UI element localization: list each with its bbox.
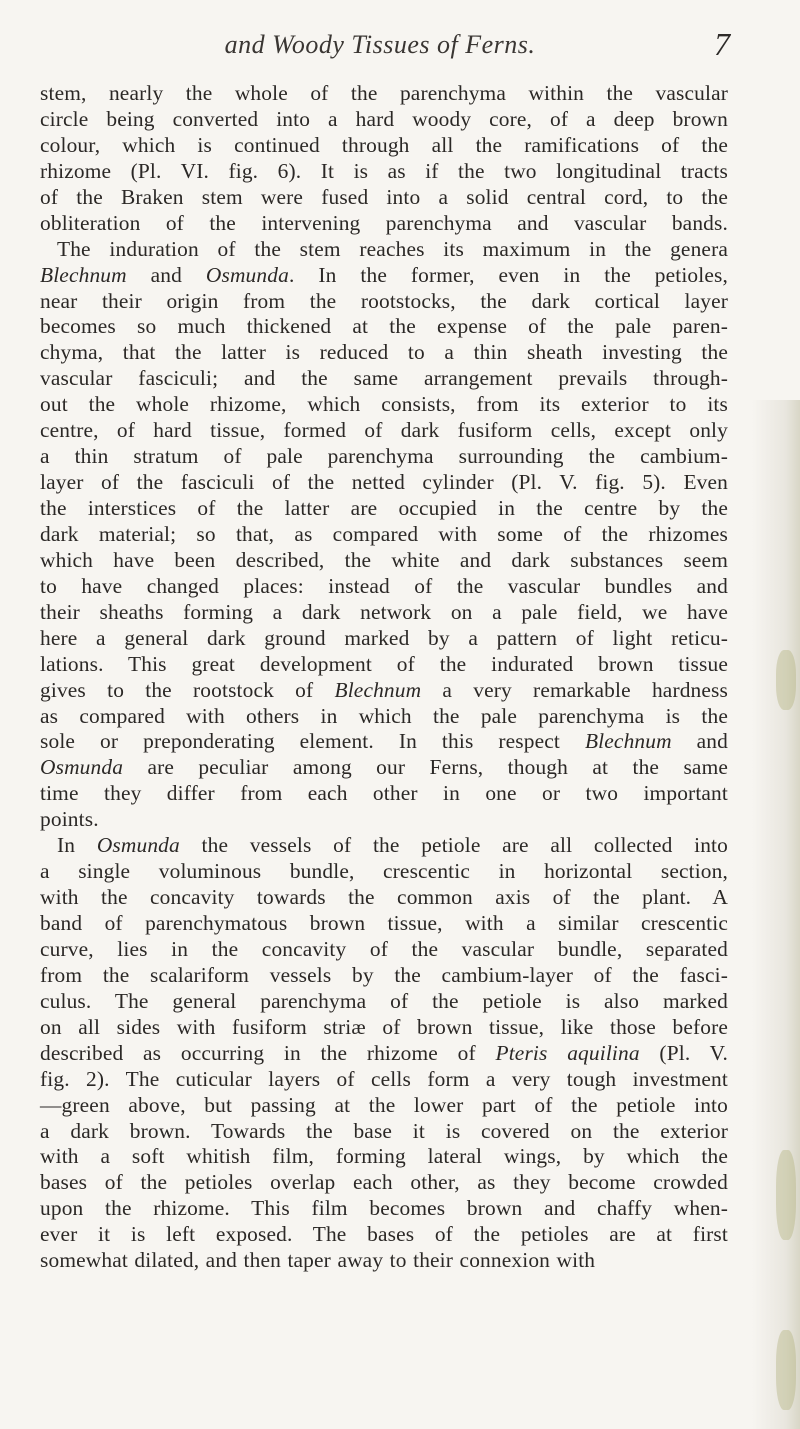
text-line: obliteration of the intervening parenchyma and vascular bands. xyxy=(40,210,728,235)
text-line: curve, lies in the concavity of the vascular bundle, separated xyxy=(40,936,728,961)
text-line: time they differ from each other in one or two important xyxy=(40,781,728,806)
text-line: lations. This great development of the indurated brown tissue xyxy=(40,651,728,676)
text-line: here a general dark ground marked by a pattern of light reticu- xyxy=(40,625,728,650)
text-line: culus. The general parenchyma of the petiole is also marked xyxy=(40,988,728,1013)
text-line: fig. 2). The cuticular layers of cells form a very tough investment xyxy=(40,1066,728,1091)
text-line: on all sides with fusiform striæ of brown tissue, like those before xyxy=(40,1014,728,1039)
text-line: —green above, but passing at the lower part of the petiole into xyxy=(40,1092,728,1117)
text-line: out the whole rhizome, which consists, from its exterior to its xyxy=(40,392,728,417)
text-line: described as occurring in the rhizome of Pteris aquilina (Pl. V. xyxy=(40,1040,729,1065)
text-line: layer of the fasciculi of the netted cylinder (Pl. V. fig. 5). Even xyxy=(40,470,728,495)
text-line: Blechnum and Osmunda. In the former, even in the petioles, xyxy=(40,262,728,287)
text-line: colour, which is continued through all the ramifications of the xyxy=(40,132,728,157)
text-line: somewhat dilated, and then taper away to their connexion with xyxy=(40,1248,596,1273)
text-line: a dark brown. Towards the base it is covered on the exterior xyxy=(40,1118,728,1143)
text-line: becomes so much thickened at the expense of the pale paren- xyxy=(40,314,728,339)
text-line: centre, of hard tissue, formed of dark fusiform cells, except only xyxy=(40,418,728,443)
text-line: points. xyxy=(40,807,99,832)
text-line: vascular fasciculi; and the same arrangement prevails through- xyxy=(40,366,728,391)
text-line: sole or preponderating element. In this respect Blechnum and xyxy=(40,729,728,754)
text-line: of the Braken stem were fused into a solid central cord, to the xyxy=(40,184,728,209)
text-line: with the concavity towards the common axis of the plant. A xyxy=(40,885,728,910)
text-line: a thin stratum of pale parenchyma surrounding the cambium- xyxy=(40,444,728,469)
text-line: as compared with others in which the pale parenchyma is the xyxy=(40,703,728,728)
text-line: band of parenchymatous brown tissue, with a similar crescentic xyxy=(40,911,728,935)
text-line: rhizome (Pl. VI. fig. 6). It is as if the two longitudinal tracts xyxy=(40,158,728,183)
page-edge-shading xyxy=(752,400,800,1429)
text-line: with a soft whitish film, forming lateral wings, by which the xyxy=(40,1144,728,1169)
text-line: near their origin from the rootstocks, the dark cortical layer xyxy=(40,288,728,313)
text-line: from the scalariform vessels by the cambium-layer of the fasci- xyxy=(40,962,728,987)
text-line: upon the rhizome. This film becomes brown and chaffy when- xyxy=(40,1196,728,1221)
text-line: The induration of the stem reaches its maximum in the genera xyxy=(57,236,728,261)
text-line: their sheaths forming a dark network on a pale field, we have xyxy=(40,599,728,624)
text-line: ever it is left exposed. The bases of the petioles are at first xyxy=(40,1222,728,1247)
text-line: Osmunda are peculiar among our Ferns, though at the same xyxy=(40,755,728,780)
text-line: which have been described, the white and dark substances seem xyxy=(40,547,728,572)
page-stain xyxy=(776,650,796,710)
text-line: chyma, that the latter is reduced to a thin sheath investing the xyxy=(40,340,728,365)
text-line: gives to the rootstock of Blechnum a very remarkable hardness xyxy=(40,677,728,702)
text-line: stem, nearly the whole of the parenchyma within the vascular xyxy=(40,81,728,105)
running-title: and Woody Tissues of Ferns. xyxy=(224,30,536,59)
page-stain xyxy=(776,1150,796,1240)
text-line: to have changed places: instead of the vascular bundles and xyxy=(40,573,728,598)
page-number: 7 xyxy=(714,26,730,62)
page-stain xyxy=(776,1330,796,1410)
running-head xyxy=(40,26,730,66)
text-line: bases of the petioles overlap each other, as they become crowded xyxy=(40,1170,728,1195)
body-text xyxy=(40,81,728,1274)
text-line: circle being converted into a hard woody core, of a deep brown xyxy=(40,106,728,131)
text-line: dark material; so that, as compared with some of the rhizomes xyxy=(40,521,728,546)
text-line: the interstices of the latter are occupied in the centre by the xyxy=(40,496,728,520)
text-line: In Osmunda the vessels of the petiole are all collected into xyxy=(57,833,728,858)
text-line: a single voluminous bundle, crescentic in horizontal section, xyxy=(40,859,728,884)
